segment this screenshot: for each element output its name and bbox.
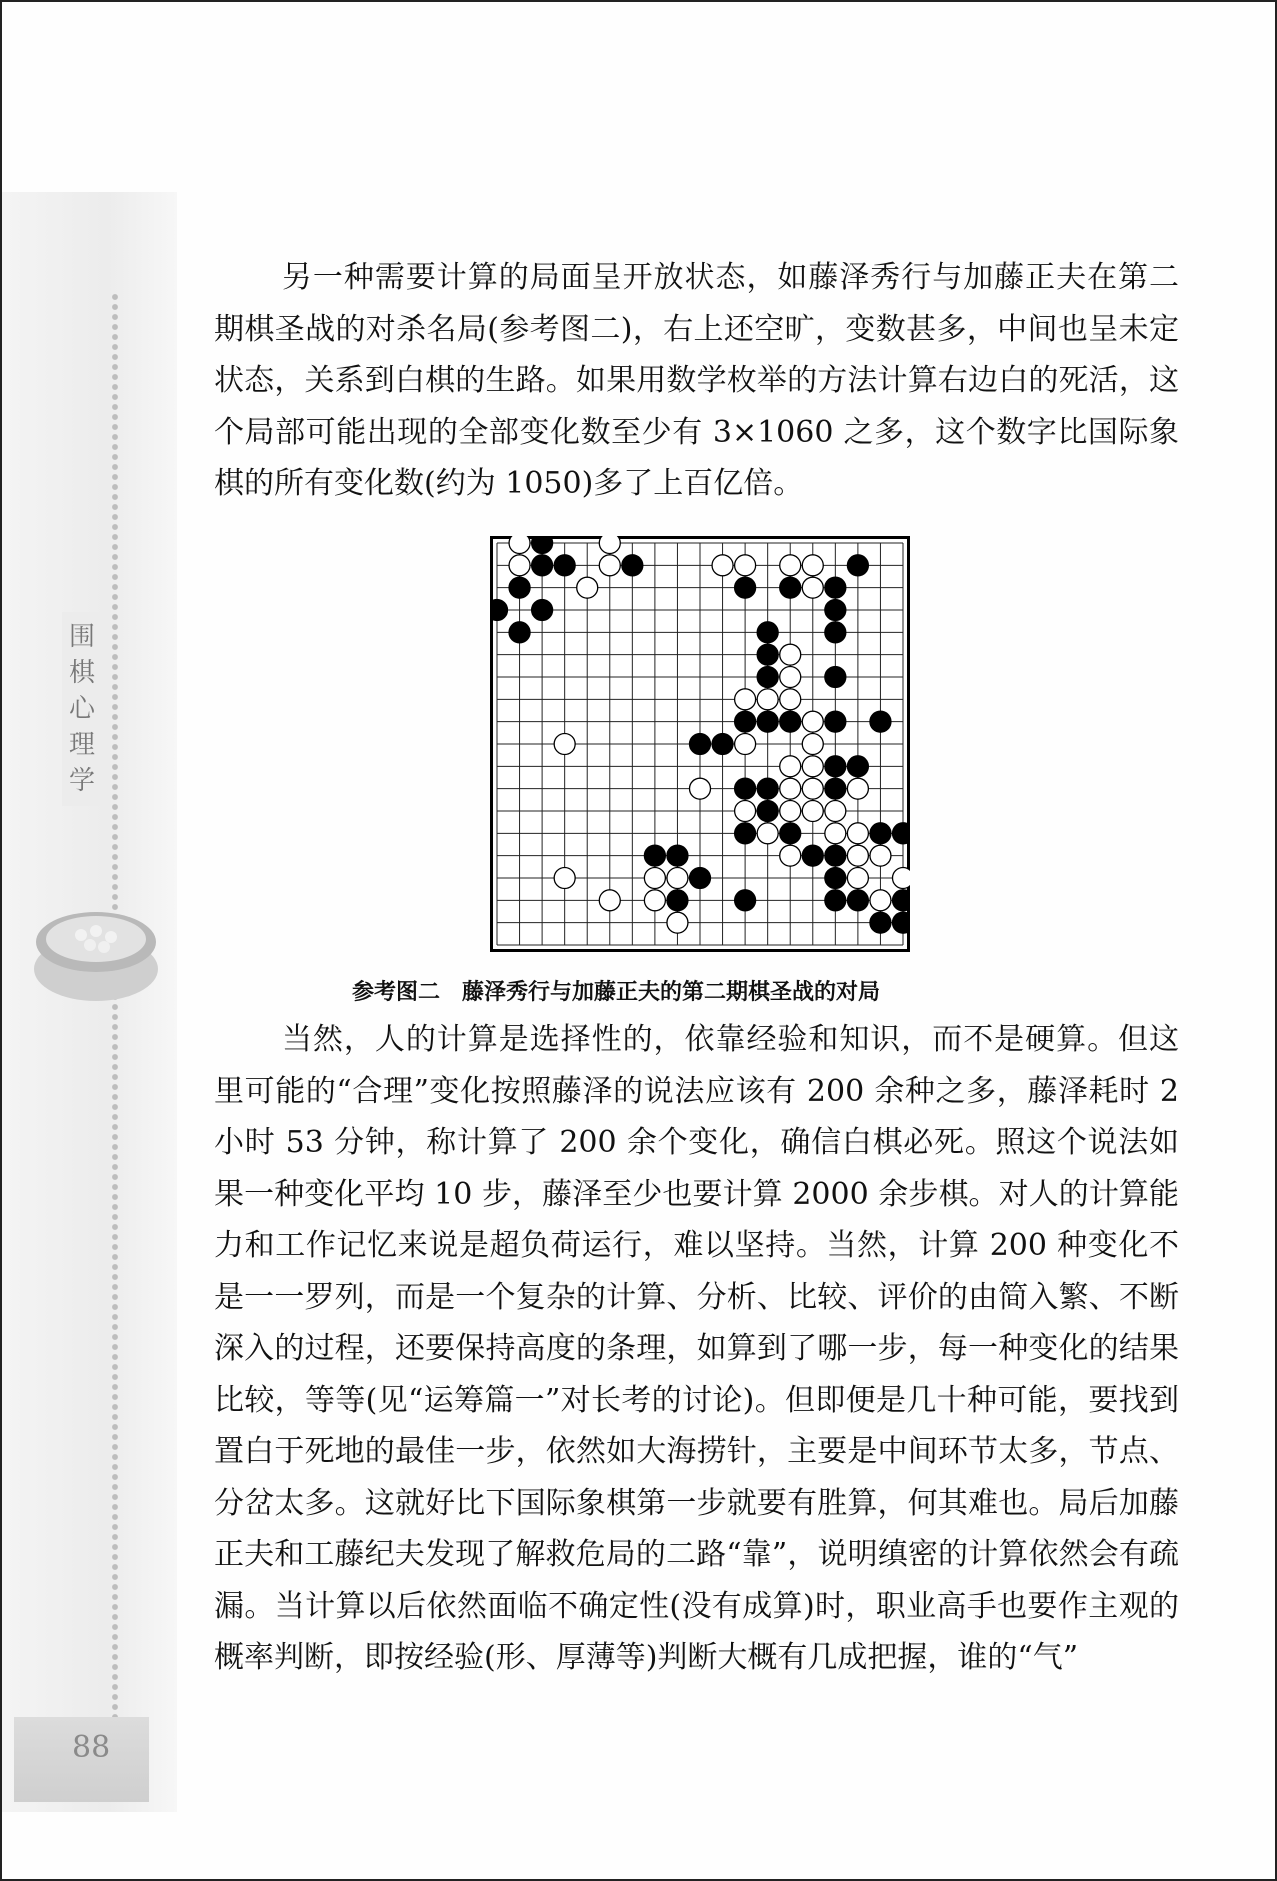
black-stone <box>825 667 846 688</box>
black-stone <box>825 778 846 799</box>
black-stone <box>847 756 868 777</box>
white-stone <box>554 868 575 889</box>
white-stone <box>735 734 756 755</box>
black-stone <box>690 734 711 755</box>
body-paragraph-2 <box>214 1014 1179 1684</box>
white-stone <box>802 711 823 732</box>
white-stone <box>735 801 756 822</box>
black-stone <box>554 555 575 576</box>
black-stone <box>870 912 891 933</box>
white-stone <box>757 823 778 844</box>
black-stone <box>825 577 846 598</box>
white-stone <box>712 555 733 576</box>
page-number: 88 <box>72 1730 111 1765</box>
black-stone <box>870 823 891 844</box>
black-stone <box>735 823 756 844</box>
black-stone <box>870 711 891 732</box>
black-stone <box>802 845 823 866</box>
black-stone <box>667 845 688 866</box>
white-stone <box>870 890 891 911</box>
go-stone-bowl-illustration <box>26 897 166 1007</box>
white-stone <box>644 890 665 911</box>
white-stone <box>780 667 801 688</box>
body-paragraph-1 <box>214 252 1179 510</box>
white-stone <box>847 868 868 889</box>
white-stone <box>825 823 846 844</box>
black-stone <box>757 711 778 732</box>
black-stone <box>847 555 868 576</box>
black-stone <box>532 600 553 621</box>
white-stone <box>667 868 688 889</box>
white-stone <box>780 756 801 777</box>
black-stone <box>509 622 530 643</box>
white-stone <box>825 801 846 822</box>
black-stone <box>825 756 846 777</box>
black-stone <box>757 801 778 822</box>
go-board-diagram <box>490 536 910 952</box>
black-stone <box>735 890 756 911</box>
white-stone <box>757 689 778 710</box>
white-stone <box>893 868 910 889</box>
sidebar-book-title <box>62 612 102 806</box>
black-stone <box>735 711 756 732</box>
white-stone <box>554 734 575 755</box>
white-stone <box>802 801 823 822</box>
figure-caption: 参考图二 藤泽秀行与加藤正夫的第二期棋圣战的对局 <box>352 980 881 1005</box>
black-stone <box>622 555 643 576</box>
black-stone <box>825 890 846 911</box>
black-stone <box>893 890 910 911</box>
white-stone <box>847 845 868 866</box>
black-stone <box>712 734 733 755</box>
black-stone <box>644 845 665 866</box>
white-stone <box>802 756 823 777</box>
paragraph-text: 当然，人的计算是选择性的，依靠经验和知识，而不是硬算。但这里可能的“合理”变化按照藤泽的说法应该有 200 余种之多，藤泽耗时 2 小时 53 分钟，称计算了 200 余个变化，确信白棋必死。照这个说法如果一种变化平均 10 步，藤泽至少也要计算 2000 余步棋。对人的计算能力和工作记忆来说是超负荷运行，难以坚持。当然，计算 200 种变化不是一一罗列，而是一个复杂的计算、分析、比较、评价的由简入繁、不断深入的过程，还要保持高度的条理，如算到了哪一步，每一种变化的结果比较，等等(见“运筹篇一”对长考的讨论)。但即便是几十种可能，要找到置白于死地的最佳一步，依然如大海捞针，主要是中间环节太多，节点、分岔太多。这就好比下国际象棋第一步就要有胜算，何其难也。局后加藤正夫和工藤纪夫发现了解救危局的二路“靠”，说明缜密的计算依然会有疏漏。当计算以后依然面临不确定性(没有成算)时，职业高手也要作主观的概率判断，即按经验(形、厚薄等)判断大概有几成把握，谁的“气” <box>214 1022 1179 1675</box>
white-stone <box>644 868 665 889</box>
black-stone <box>532 536 553 553</box>
white-stone <box>509 555 530 576</box>
go-board <box>490 536 910 952</box>
white-stone <box>780 801 801 822</box>
sidebar-title-char: 心 <box>68 694 95 724</box>
black-stone <box>893 823 910 844</box>
black-stone <box>825 600 846 621</box>
white-stone <box>735 689 756 710</box>
black-stone <box>893 912 910 933</box>
sidebar-title-char: 理 <box>68 730 95 760</box>
white-stone <box>802 778 823 799</box>
black-stone <box>825 868 846 889</box>
white-stone <box>780 845 801 866</box>
black-stone <box>780 577 801 598</box>
black-stone <box>667 890 688 911</box>
paragraph-text: 另一种需要计算的局面呈开放状态，如藤泽秀行与加藤正夫在第二期棋圣战的对杀名局(参考图二)，右上还空旷，变数甚多，中间也呈未定状态，关系到白棋的生路。如果用数学枚举的方法计算右边白的死活，这个局部可能出现的全部变化数至少有 3×1060 之多，这个数字比国际象棋的所有变化数(约为 1050)多了上百亿倍。 <box>214 260 1179 501</box>
white-stone <box>802 734 823 755</box>
black-stone <box>825 711 846 732</box>
black-stone <box>757 622 778 643</box>
white-stone <box>870 845 891 866</box>
sidebar-title-char: 棋 <box>68 658 95 688</box>
black-stone <box>757 667 778 688</box>
black-stone <box>780 823 801 844</box>
black-stone <box>757 644 778 665</box>
white-stone <box>599 555 620 576</box>
white-stone <box>667 912 688 933</box>
black-stone <box>825 845 846 866</box>
black-stone <box>735 778 756 799</box>
white-stone <box>509 536 530 553</box>
bead-border-decoration <box>110 292 120 1722</box>
white-stone <box>735 555 756 576</box>
white-stone <box>599 536 620 553</box>
white-stone <box>780 644 801 665</box>
sidebar-title-char: 围 <box>68 622 95 652</box>
black-stone <box>509 577 530 598</box>
black-stone <box>825 622 846 643</box>
black-stone <box>735 577 756 598</box>
white-stone <box>802 577 823 598</box>
black-stone <box>490 600 507 621</box>
white-stone <box>599 890 620 911</box>
white-stone <box>690 778 711 799</box>
sidebar-title-char: 学 <box>68 766 95 796</box>
white-stone <box>847 823 868 844</box>
white-stone <box>780 778 801 799</box>
black-stone <box>532 555 553 576</box>
black-stone <box>690 868 711 889</box>
black-stone <box>757 778 778 799</box>
black-stone <box>780 711 801 732</box>
white-stone <box>780 555 801 576</box>
white-stone <box>847 778 868 799</box>
black-stone <box>847 890 868 911</box>
white-stone <box>577 577 598 598</box>
white-stone <box>802 555 823 576</box>
white-stone <box>780 689 801 710</box>
